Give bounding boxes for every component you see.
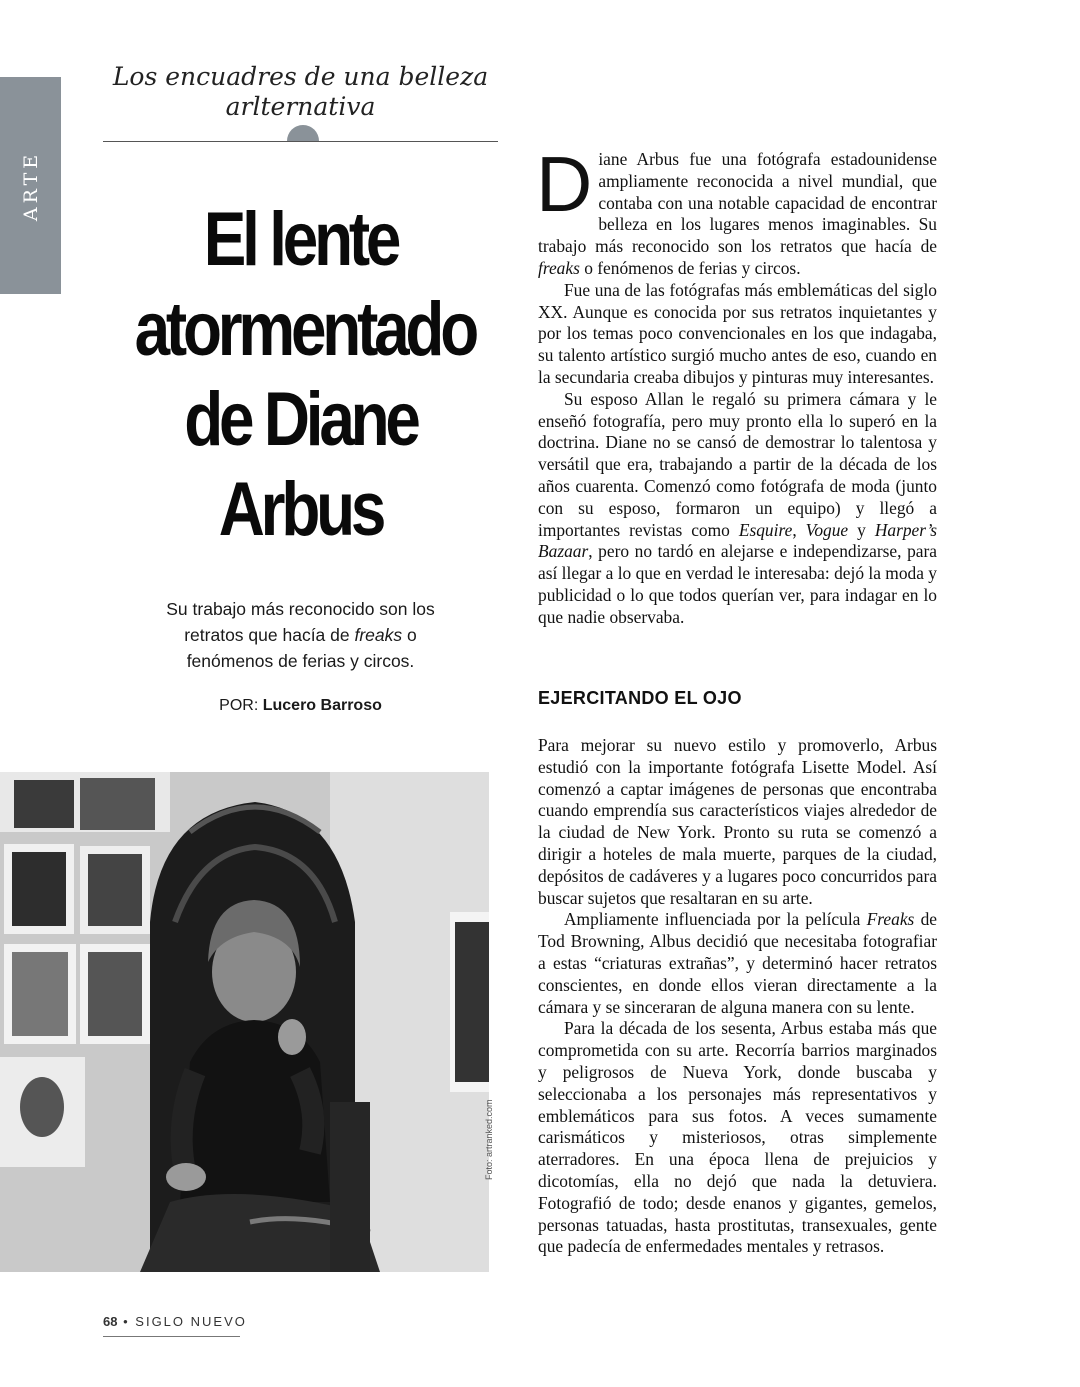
section-label: ARTE (19, 150, 42, 221)
paragraph: Fue una de las fotógrafas más emblemáticas del siglo XX. Aunque es conocida por sus retratos inquietantes y por los temas poco convencionales en los que indagaba, su talento artístico surgió mucho antes de eso, cuando en la secundaria creaba dibujos y pinturas muy interesantes. (538, 279, 937, 387)
portrait-photo-illustration (0, 772, 489, 1272)
paragraph: Ampliamente influenciada por la película Freaks de Tod Browning, Albus decidió que necesitaba fotografiar a estas “criaturas extrañas”, y determinó hacer retratos conscientes, en donde ellos vieran directamente a la cámara y se sinceraran de alguna manera con su lente. (538, 909, 937, 1017)
footer-separator: • (123, 1314, 130, 1329)
author-name: Lucero Barroso (262, 697, 382, 714)
headline-line: El lente (203, 197, 398, 282)
divider-ornament (287, 125, 319, 141)
section-tab (0, 77, 61, 294)
photo-credit: Foto: artranked.com (484, 1099, 494, 1180)
portrait-photo (0, 772, 489, 1272)
kicker-divider (103, 141, 498, 142)
paragraph: Para la década de los sesenta, Arbus estaba más que comprometida con su arte. Recorría barrios marginados y peligrosos de Nueva York, donde buscaba y seleccionaba a los personajes más representativos y emblemáticos para sus fotos. A veces sumamente carismáticos y misteriosos, otras simplemente aterradores. En una época llena de prejuicios y dicotomías, ella no dejó que nada la detuviera. Fotografió de todo; desde enanos y gigantes, gemelos, personas tatuadas, hasta prostitutas, transexuales, gente que padecía de enfermedades mentales y retrasos. (538, 1018, 937, 1257)
byline-label: POR: (219, 697, 259, 714)
article-column-1 (536, 140, 937, 629)
headline-line: atormentado (134, 287, 476, 372)
page-number: 68 (103, 1314, 118, 1329)
headline-line: de Diane (184, 377, 417, 462)
headline (134, 195, 476, 555)
byline (140, 697, 461, 715)
magazine-name: SIGLO NUEVO (135, 1314, 247, 1329)
drop-cap: D (536, 140, 593, 228)
paragraph: Su esposo Allan le regaló su primera cámara y le enseñó fotografía, pero muy pronto ella lo superó en la doctrina. Diane no se cansó de demostrar lo talentosa y versátil que era, trabajando a partir de la década de los años cuarenta. Comenzó como fotógrafa de moda (junto con su esposo, formaron un equipo) y llegó a importantes revistas como Esquire, Vogue y Harper’s Bazaar, pero no tardó en alejarse e independizarse, para así llegar a lo que en verdad le interesaba: dejó la moda y publicidad o lo que todos querían ver, para indagar en lo que nadie observaba. (538, 388, 937, 627)
dek: Su trabajo más reconocido son los retratos que hacía de freaks o fenómenos de ferias y circos. (166, 599, 435, 671)
page-footer (103, 1314, 247, 1329)
headline-line: Arbus (218, 467, 383, 552)
footer-rule (103, 1336, 240, 1337)
section-subhead: EJERCITANDO EL OJO (538, 688, 742, 708)
kicker: Los encuadres de una belleza arlternativa (112, 62, 489, 121)
paragraph: Diane Arbus fue una fotógrafa estadounidense ampliamente reconocida a nivel mundial, que contaba con una notable capacidad de encontrar belleza en los lugares menos imaginables. Su trabajo más reconocido son los retratos que hacía de freaks o fenómenos de ferias y circos. (536, 140, 937, 278)
paragraph: Para mejorar su nuevo estilo y promoverlo, Arbus estudió con la importante fotógrafa Lisette Model. Así comenzó a captar imágenes de personas que encontraba cuando emprendía sus característicos viajes alrededor de la ciudad de New York. Pronto su ruta se comenzó a dirigir a hoteles de mala muerte, parques de la ciudad, depósitos de cadáveres y a lugares poco concurridos para buscar sujetos que resaltaran en su arte. (538, 735, 937, 908)
article-column-2 (538, 735, 937, 1258)
